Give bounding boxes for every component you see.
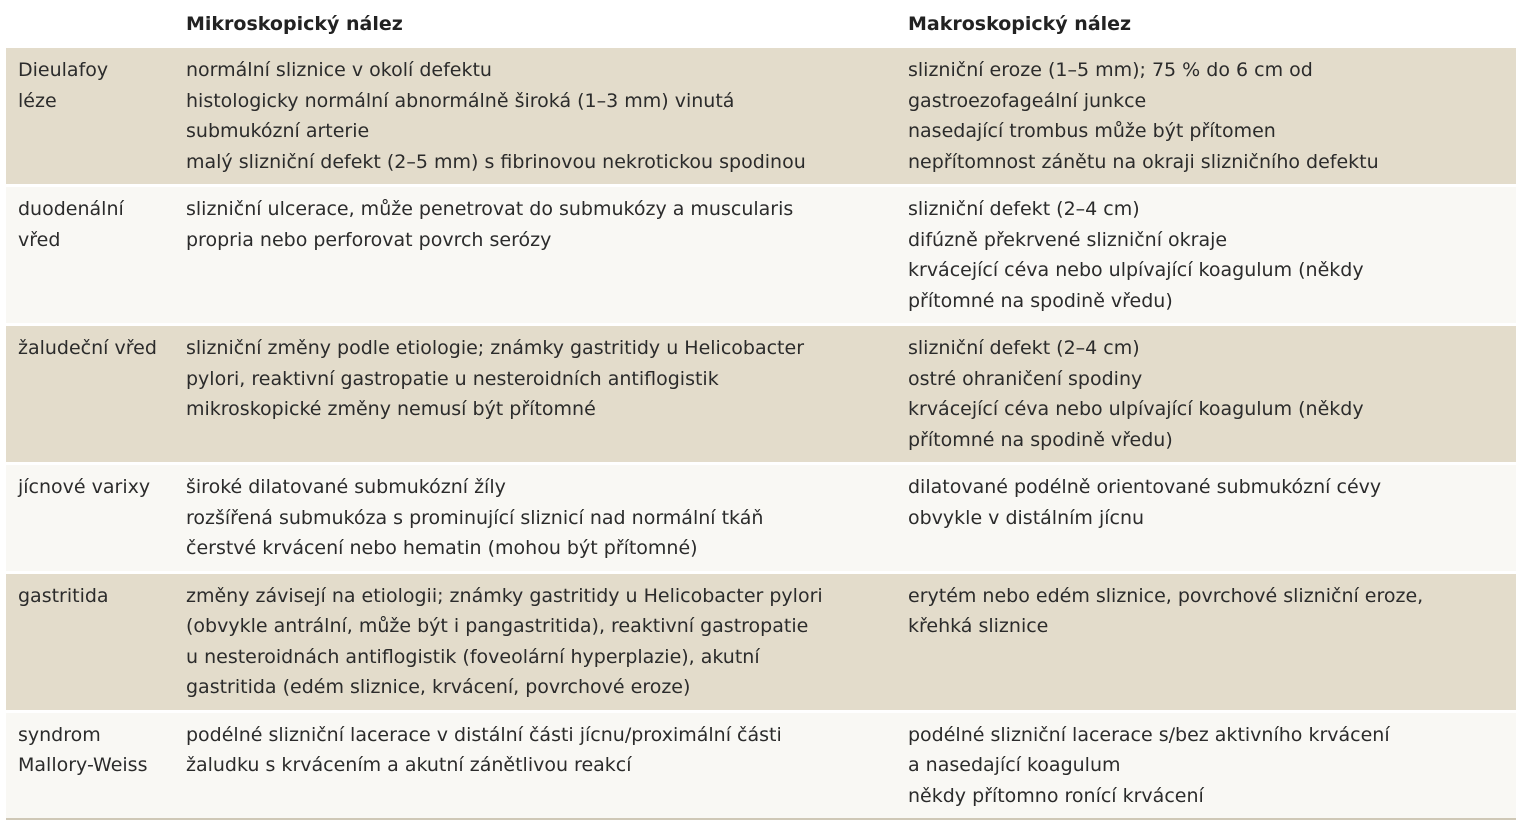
macroscopic-line: nepřítomnost zánětu na okraji slizničního defektu <box>908 150 1379 173</box>
macroscopic-line: slizniční defekt (2–4 cm) <box>908 337 1140 359</box>
macroscopic-line: dilatované podélně orientované submukózní cévy <box>908 476 1382 498</box>
macroscopic-line: někdy přítomno ronící krvácení <box>908 784 1204 807</box>
macroscopic-line: gastroezofageální junkce <box>908 89 1147 112</box>
microscopic-line: čerstvé krvácení nebo hematin (mohou být přítomné) <box>186 537 698 559</box>
macroscopic-line: nasedající trombus může být přítomen <box>908 120 1276 142</box>
condition-line: gastritida <box>18 584 109 607</box>
header-col-macroscopic: Makroskopický nález <box>908 13 1132 35</box>
header-col-microscopic: Mikroskopický nález <box>186 13 403 35</box>
table-row <box>6 713 1516 819</box>
condition-line: Mallory-Weiss <box>18 754 148 776</box>
microscopic-line: žaludku s krvácením a akutní zánětlivou reakcí <box>186 754 632 776</box>
microscopic-cell <box>174 465 886 571</box>
condition-cell <box>6 326 174 462</box>
microscopic-line: histologicky normální abnormálně široká (1–3 mm) vinutá <box>186 89 735 112</box>
condition-cell <box>6 713 174 819</box>
microscopic-line: změny závisejí na etiologii; známky gastritidy u Helicobacter pylori <box>186 584 823 607</box>
microscopic-line: mikroskopické změny nemusí být přítomné <box>186 398 596 420</box>
microscopic-cell <box>174 187 886 323</box>
microscopic-line: pylori, reaktivní gastropatie u nesteroidních antiflogistik <box>186 367 719 390</box>
macroscopic-line: krvácející céva nebo ulpívající koagulum (někdy <box>908 259 1364 281</box>
microscopic-line: slizniční ulcerace, může penetrovat do submukózy a muscularis <box>186 198 794 220</box>
macroscopic-line: erytém nebo edém sliznice, povrchové slizniční eroze, <box>908 584 1424 607</box>
macroscopic-cell <box>886 713 1516 819</box>
microscopic-line: rozšířená submukóza s prominující sliznicí nad normální tkáň <box>186 506 764 529</box>
macroscopic-line: a nasedající koagulum <box>908 754 1121 776</box>
macroscopic-line: podélné slizniční lacerace s/bez aktivního krvácení <box>908 723 1390 746</box>
condition-line: Dieulafoy <box>18 59 109 81</box>
macroscopic-cell <box>886 48 1516 184</box>
macroscopic-cell <box>886 326 1516 462</box>
microscopic-line: (obvykle antrální, může být i pangastritida), reaktivní gastropatie <box>186 615 809 637</box>
macroscopic-line: křehká sliznice <box>908 615 1049 637</box>
condition-line: duodenální <box>18 198 124 220</box>
condition-line: žaludeční vřed <box>18 337 157 359</box>
condition-line: vřed <box>18 228 61 251</box>
table-header <box>6 0 1516 48</box>
microscopic-line: malý slizniční defekt (2–5 mm) s fibrinovou nekrotickou spodinou <box>186 150 806 173</box>
condition-line: syndrom <box>18 723 101 746</box>
macroscopic-cell <box>886 574 1516 710</box>
microscopic-line: slizniční změny podle etiologie; známky gastritidy u Helicobacter <box>186 337 805 359</box>
findings-table <box>6 0 1516 820</box>
macroscopic-line: difúzně překrvené slizniční okraje <box>908 228 1228 251</box>
microscopic-cell <box>174 48 886 184</box>
microscopic-line: gastritida (edém sliznice, krvácení, povrchové eroze) <box>186 676 691 698</box>
macroscopic-line: přítomné na spodině vředu) <box>908 428 1173 451</box>
microscopic-cell <box>174 713 886 819</box>
condition-cell <box>6 187 174 323</box>
microscopic-line: podélné slizniční lacerace v distální části jícnu/proximální části <box>186 723 782 746</box>
microscopic-line: propria nebo perforovat povrch serózy <box>186 228 552 251</box>
microscopic-line: submukózní arterie <box>186 120 370 142</box>
table-row <box>6 187 1516 323</box>
condition-line: léze <box>18 89 57 112</box>
macroscopic-line: slizniční defekt (2–4 cm) <box>908 198 1140 220</box>
microscopic-line: u nesteroidnách antiflogistik (foveolární hyperplazie), akutní <box>186 645 760 668</box>
macroscopic-line: obvykle v distálním jícnu <box>908 506 1145 529</box>
table-row <box>6 574 1516 710</box>
microscopic-line: normální sliznice v okolí defektu <box>186 59 492 81</box>
table-row <box>6 465 1516 571</box>
table-row <box>6 48 1516 184</box>
condition-line: jícnové varixy <box>18 476 151 498</box>
macroscopic-line: slizniční eroze (1–5 mm); 75 % do 6 cm od <box>908 59 1313 81</box>
macroscopic-line: krvácející céva nebo ulpívající koagulum (někdy <box>908 398 1364 420</box>
condition-cell <box>6 465 174 571</box>
table-row <box>6 326 1516 462</box>
macroscopic-line: ostré ohraničení spodiny <box>908 367 1143 390</box>
microscopic-cell <box>174 574 886 710</box>
microscopic-line: široké dilatované submukózní žíly <box>186 476 506 498</box>
microscopic-cell <box>174 326 886 462</box>
macroscopic-cell <box>886 465 1516 571</box>
macroscopic-line: přítomné na spodině vředu) <box>908 289 1173 312</box>
condition-cell <box>6 574 174 710</box>
macroscopic-cell <box>886 187 1516 323</box>
condition-cell <box>6 48 174 184</box>
